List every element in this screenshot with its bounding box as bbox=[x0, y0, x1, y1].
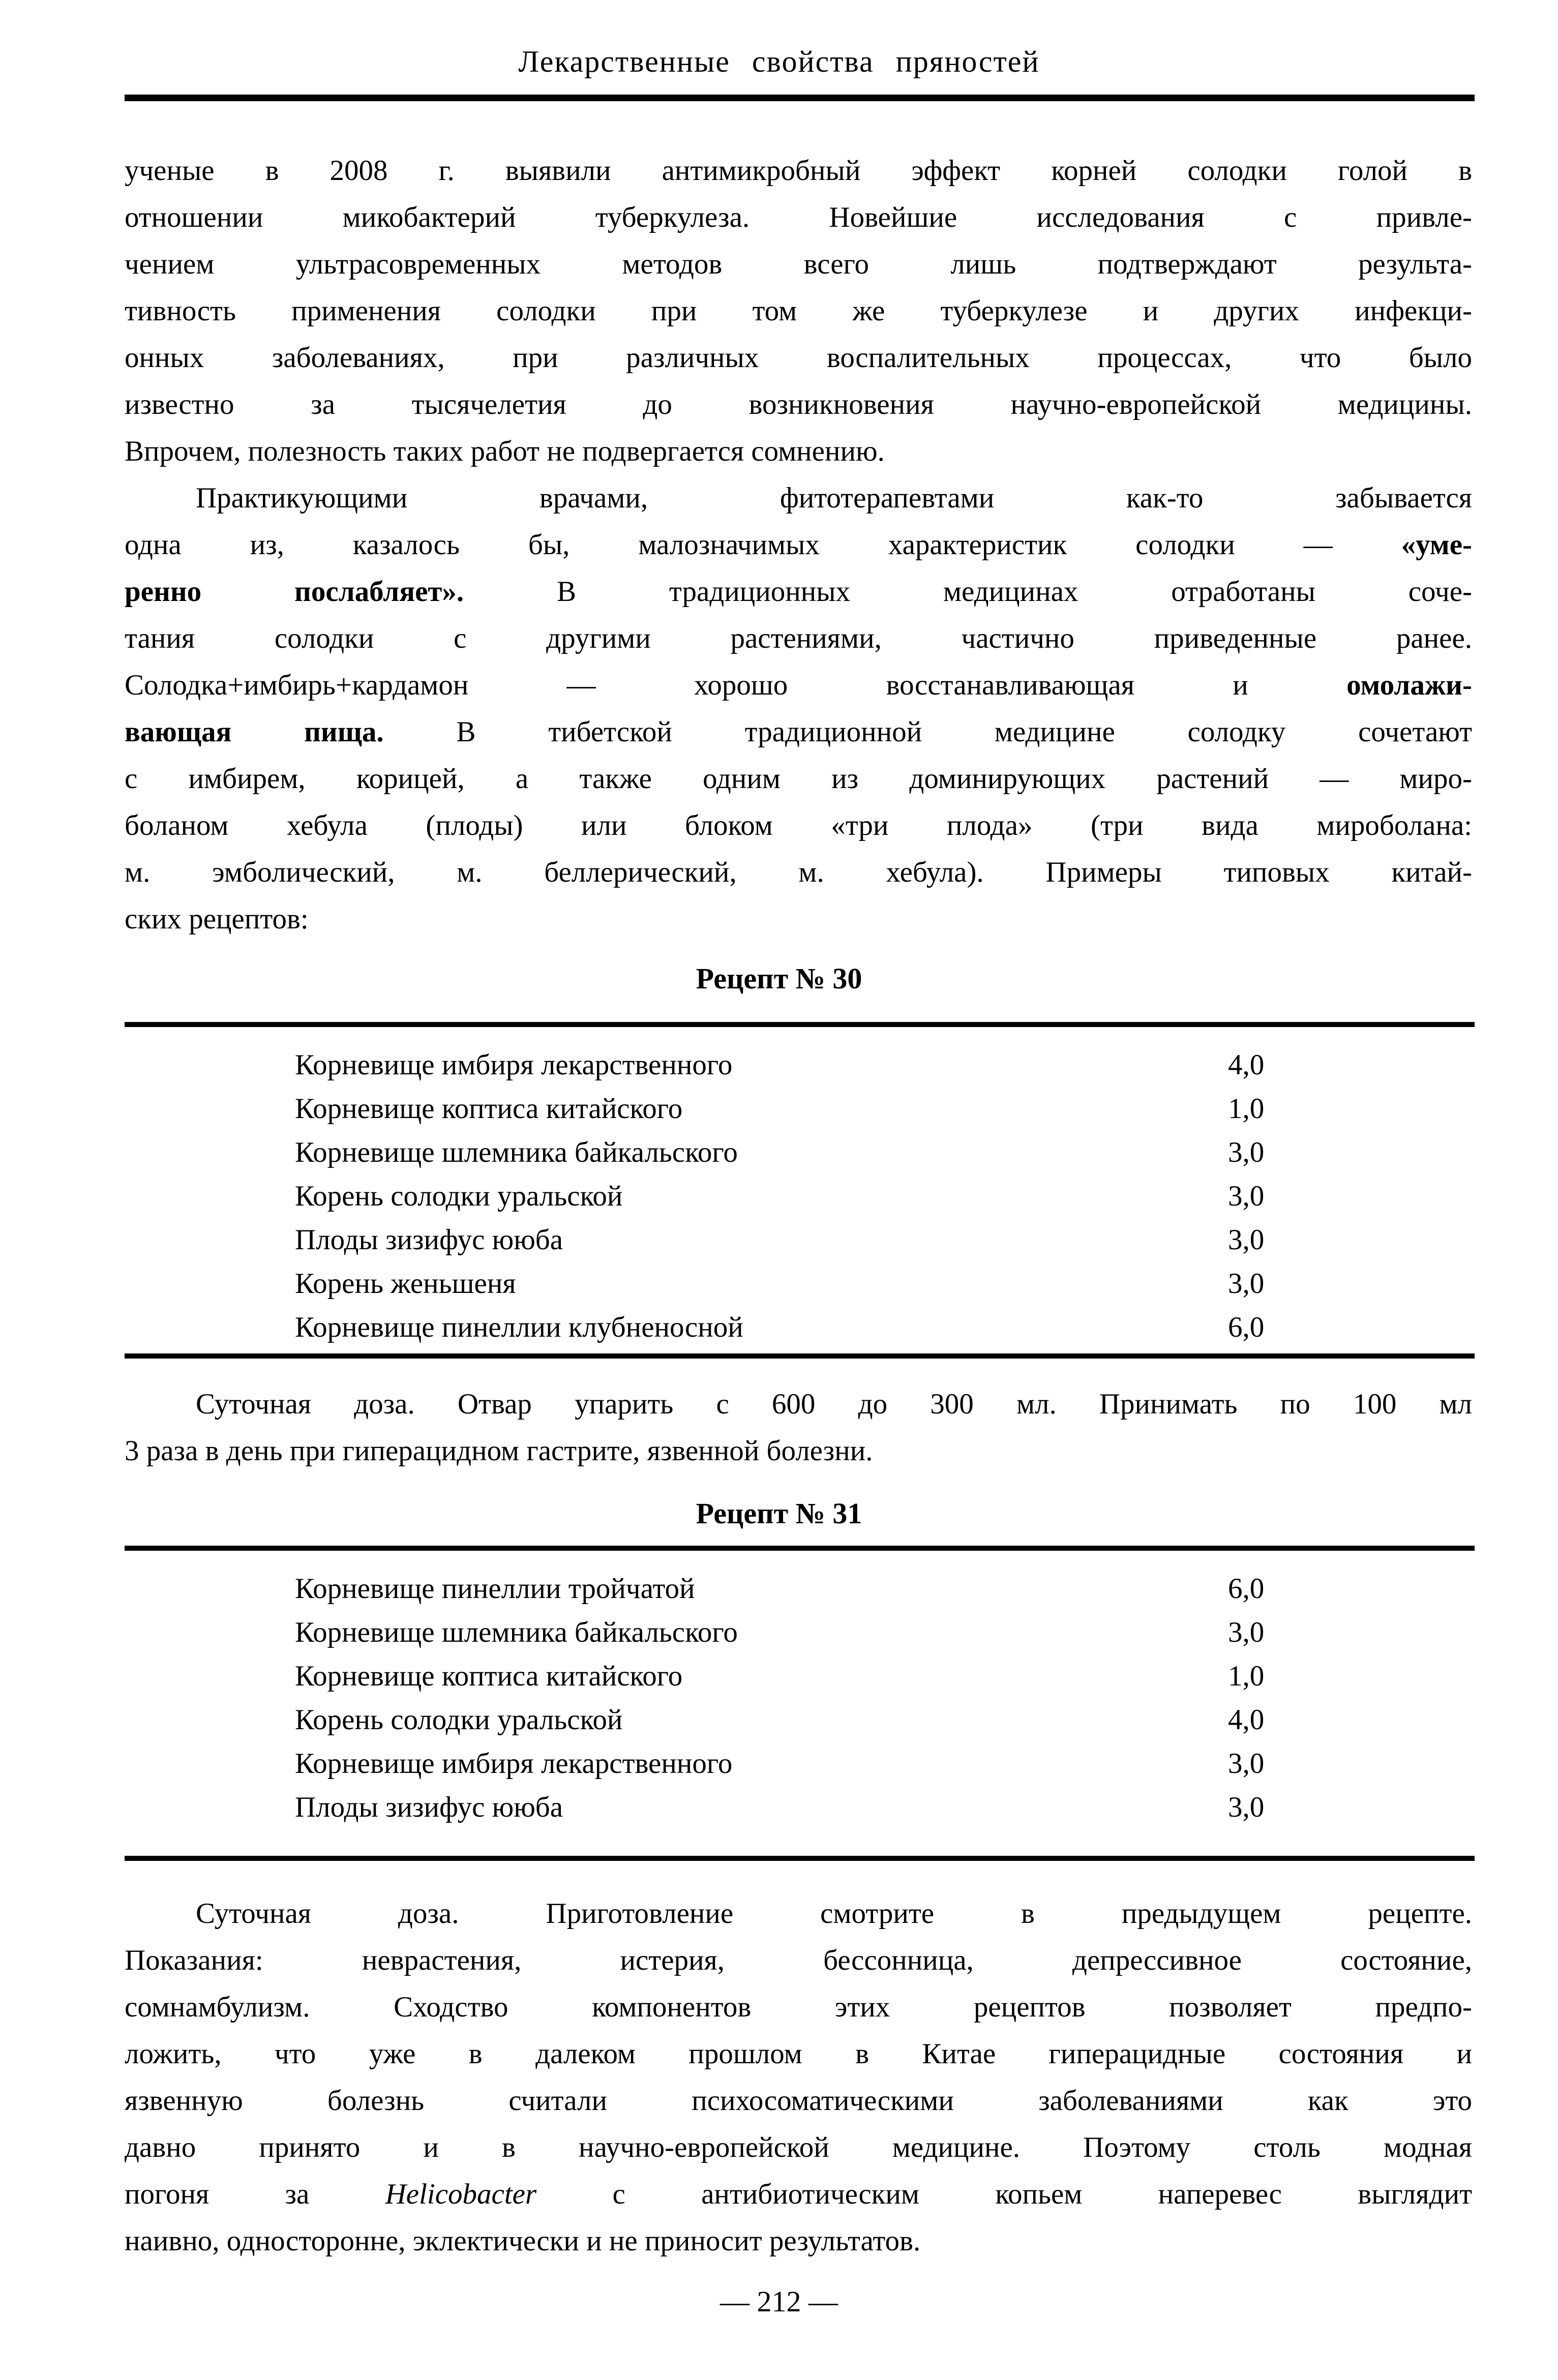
page-number: — 212 — bbox=[720, 2285, 838, 2318]
ingredient-dose: 1,0 bbox=[1228, 1093, 1265, 1125]
ingredient-name: Плоды зизифус ююба bbox=[295, 1791, 563, 1823]
text-line bbox=[125, 522, 1472, 568]
ingredient-name: Плоды зизифус ююба bbox=[295, 1224, 563, 1256]
ingredient-dose: 3,0 bbox=[1228, 1136, 1265, 1168]
ingredient-dose: 3,0 bbox=[1228, 1224, 1265, 1256]
text-line: давно принято и в научно-европейской медицине. Поэтому столь модная bbox=[125, 2131, 1472, 2163]
ingredient-name: Корневище пинеллии тройчатой bbox=[295, 1573, 695, 1605]
ingredient-name: Корневище коптиса китайского bbox=[295, 1660, 683, 1692]
ingredient-dose: 4,0 bbox=[1228, 1704, 1265, 1736]
paragraph-3 bbox=[125, 1890, 1472, 2265]
running-header: Лекарственные свойства пряностей bbox=[518, 45, 1040, 78]
text-line: боланом хебула (плоды) или блоком «три плода» (три вида мироболана: bbox=[125, 809, 1472, 841]
text-line: тивность применения солодки при том же туберкулезе и других инфекци- bbox=[125, 295, 1472, 327]
italic-text-segment: Helicobacter bbox=[385, 2178, 537, 2210]
text-segment: погоня за bbox=[125, 2178, 385, 2210]
table-row bbox=[125, 1786, 1472, 1829]
recipe-30-heading: Рецепт № 30 bbox=[696, 962, 862, 995]
text-line: известно за тысячелетия до возникновения научно-европейской медицины. bbox=[125, 388, 1472, 420]
text-line: м. эмболический, м. беллерический, м. хебула). Примеры типовых китай- bbox=[125, 856, 1472, 888]
ingredient-name: Корневище шлемника байкальского bbox=[295, 1616, 738, 1648]
table-row bbox=[125, 1654, 1472, 1698]
recipe-31-table-bottom-rule bbox=[125, 1856, 1475, 1861]
text-line: с имбирем, корицей, а также одним из доминирующих растений — миро- bbox=[125, 763, 1472, 795]
recipe-31-table-top-rule bbox=[125, 1546, 1475, 1551]
ingredient-dose: 1,0 bbox=[1228, 1660, 1265, 1692]
text-segment: Солодка+имбирь+кардамон — хорошо восстанавливающая и bbox=[125, 669, 1347, 701]
text-line: тания солодки с другими растениями, частично приведенные ранее. bbox=[125, 622, 1472, 654]
text-segment: с антибиотическим копьем наперевес выглядит bbox=[536, 2178, 1472, 2210]
table-row bbox=[125, 1567, 1472, 1611]
recipe-30-table-top-rule bbox=[125, 1022, 1475, 1027]
text-line: чением ультрасовременных методов всего лишь подтверждают результа- bbox=[125, 248, 1472, 280]
text-line: онных заболеваниях, при различных воспалительных процессах, что было bbox=[125, 342, 1472, 374]
text-line: Суточная доза. Приготовление смотрите в предыдущем рецепте. bbox=[196, 1897, 1472, 1930]
dose-paragraph-recipe-30 bbox=[125, 1381, 1472, 1474]
text-line: ских рецептов: bbox=[125, 903, 309, 935]
text-line: Впрочем, полезность таких работ не подвергается сомнению. bbox=[125, 435, 885, 467]
ingredient-name: Корневище шлемника байкальского bbox=[295, 1136, 738, 1168]
bold-text-segment: ренно послабляет». bbox=[125, 576, 464, 608]
bold-text-segment: «уме- bbox=[1401, 529, 1472, 561]
bold-text-segment: омолажи- bbox=[1346, 669, 1472, 701]
header-rule bbox=[125, 95, 1475, 101]
text-line bbox=[125, 709, 1472, 756]
ingredient-dose: 3,0 bbox=[1228, 1268, 1265, 1300]
ingredient-dose: 6,0 bbox=[1228, 1311, 1265, 1343]
ingredient-dose: 3,0 bbox=[1228, 1616, 1265, 1648]
ingredient-name: Корневище имбиря лекарственного bbox=[295, 1748, 733, 1780]
table-row bbox=[125, 1043, 1472, 1087]
recipe-30-table bbox=[125, 1043, 1472, 1349]
text-segment: В тибетской традиционной медицине солодку сочетают bbox=[383, 716, 1472, 748]
recipe-31-table bbox=[125, 1567, 1472, 1829]
ingredient-name: Корень женьшеня bbox=[295, 1268, 516, 1300]
text-line: ложить, что уже в далеком прошлом в Китае гиперацидные состояния и bbox=[125, 2038, 1472, 2070]
text-segment: одна из, казалось бы, малозначимых характеристик солодки — bbox=[125, 529, 1401, 561]
ingredient-name: Корневище имбиря лекарственного bbox=[295, 1049, 733, 1081]
table-row bbox=[125, 1611, 1472, 1654]
table-row bbox=[125, 1306, 1472, 1349]
text-line: сомнамбулизм. Сходство компонентов этих рецептов позволяет предпо- bbox=[125, 1991, 1472, 2023]
text-line bbox=[125, 662, 1472, 709]
text-line: наивно, односторонне, эклектически и не приносит результатов. bbox=[125, 2225, 921, 2257]
table-row bbox=[125, 1131, 1472, 1174]
text-line: 3 раза в день при гиперацидном гастрите, язвенной болезни. bbox=[125, 1435, 873, 1467]
ingredient-dose: 3,0 bbox=[1228, 1748, 1265, 1780]
paragraph-1 bbox=[125, 147, 1472, 475]
ingredient-dose: 4,0 bbox=[1228, 1049, 1265, 1081]
ingredient-name: Корневище коптиса китайского bbox=[295, 1093, 683, 1125]
text-line: Практикующими врачами, фитотерапевтами как-то забывается bbox=[196, 482, 1472, 514]
table-row bbox=[125, 1698, 1472, 1742]
ingredient-name: Корень солодки уральской bbox=[295, 1180, 623, 1212]
ingredient-name: Корень солодки уральской bbox=[295, 1704, 623, 1736]
text-line: отношении микобактерий туберкулеза. Новейшие исследования с привле- bbox=[125, 201, 1472, 233]
text-line: ученые в 2008 г. выявили антимикробный эффект корней солодки голой в bbox=[125, 155, 1472, 187]
ingredient-dose: 3,0 bbox=[1228, 1180, 1265, 1212]
text-line bbox=[125, 568, 1472, 615]
recipe-31-heading: Рецепт № 31 bbox=[696, 1497, 862, 1530]
table-row bbox=[125, 1262, 1472, 1306]
recipe-30-table-bottom-rule bbox=[125, 1353, 1475, 1359]
table-row bbox=[125, 1174, 1472, 1218]
ingredient-dose: 6,0 bbox=[1228, 1573, 1265, 1605]
table-row bbox=[125, 1742, 1472, 1786]
table-row bbox=[125, 1218, 1472, 1262]
text-line: Показания: неврастения, истерия, бессонница, депрессивное состояние, bbox=[125, 1944, 1472, 1976]
text-line: язвенную болезнь считали психосоматическими заболеваниями как это bbox=[125, 2085, 1472, 2117]
table-row bbox=[125, 1087, 1472, 1131]
ingredient-name: Корневище пинеллии клубненосной bbox=[295, 1311, 743, 1343]
ingredient-dose: 3,0 bbox=[1228, 1791, 1265, 1823]
text-line bbox=[125, 2171, 1472, 2218]
bold-text-segment: вающая пища. bbox=[125, 716, 384, 748]
text-segment: В традиционных медицинах отработаны соче- bbox=[464, 576, 1473, 608]
text-line: Суточная доза. Отвар упарить с 600 до 300 мл. Принимать по 100 мл bbox=[196, 1388, 1472, 1420]
paragraph-2 bbox=[125, 475, 1472, 943]
